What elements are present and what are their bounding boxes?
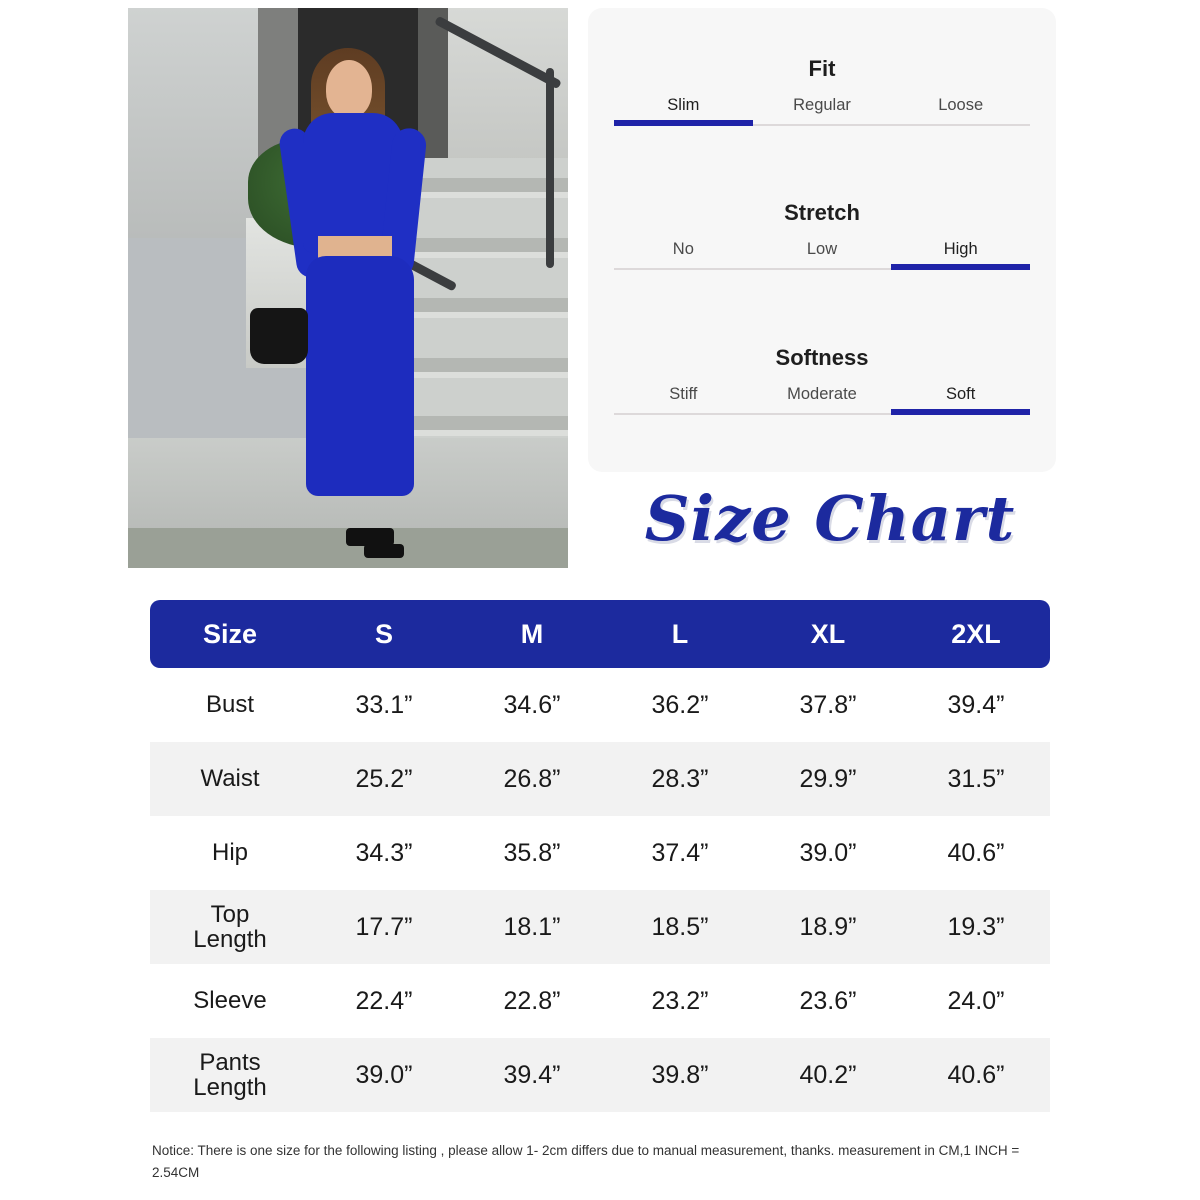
table-row — [150, 668, 1050, 742]
property-options — [614, 385, 1030, 415]
property-title: Fit — [808, 56, 836, 81]
cell-top-length-2xl: 19.3” — [902, 890, 1050, 964]
cell-sleeve-m: 22.8” — [503, 986, 561, 1015]
cell-pants-length-xl: 40.2” — [754, 1038, 902, 1112]
property-group-fit — [588, 56, 1056, 126]
property-option-soft[interactable]: Soft — [891, 385, 1030, 415]
cell-sleeve-xl: 23.6” — [799, 986, 857, 1015]
property-title: Stretch — [784, 200, 860, 225]
property-option-stiff[interactable]: Stiff — [614, 385, 753, 415]
cell-waist-s: 25.2” — [310, 742, 458, 816]
property-option-low[interactable]: Low — [753, 240, 892, 270]
cell-sleeve-2xl: 24.0” — [947, 986, 1005, 1015]
cell-waist-m: 26.8” — [458, 742, 606, 816]
column-header-l: L — [606, 600, 754, 668]
cell-bust-l: 36.2” — [651, 690, 709, 719]
table-header-row — [150, 600, 1050, 668]
cell-top-length-s: 17.7” — [310, 890, 458, 964]
cell-pants-length-m: 39.4” — [458, 1038, 606, 1112]
property-group-softness — [588, 345, 1056, 415]
table-row — [150, 742, 1050, 816]
property-option-loose[interactable]: Loose — [891, 96, 1030, 126]
row-label-top-length — [150, 890, 310, 964]
cell-top-length-m: 18.1” — [458, 890, 606, 964]
size-table-head — [150, 600, 1050, 668]
property-options — [614, 240, 1030, 270]
column-header-size: Size — [150, 600, 310, 668]
table-row — [150, 816, 1050, 890]
property-option-regular[interactable]: Regular — [753, 96, 892, 126]
cell-pants-length-2xl: 40.6” — [902, 1038, 1050, 1112]
cell-bust-2xl: 39.4” — [947, 690, 1005, 719]
cell-top-length-xl: 18.9” — [754, 890, 902, 964]
cell-pants-length-l: 39.8” — [606, 1038, 754, 1112]
cell-waist-l: 28.3” — [606, 742, 754, 816]
cell-bust-s: 33.1” — [355, 690, 413, 719]
cell-waist-2xl: 31.5” — [902, 742, 1050, 816]
column-header-m: M — [458, 600, 606, 668]
property-option-high[interactable]: High — [891, 240, 1030, 270]
row-label-bust: Bust — [205, 691, 255, 718]
size-table — [150, 600, 1050, 1112]
property-option-moderate[interactable]: Moderate — [753, 385, 892, 415]
cell-hip-s: 34.3” — [355, 838, 413, 867]
cell-top-length-l: 18.5” — [606, 890, 754, 964]
row-label-waist: Waist — [150, 742, 310, 816]
model-face — [326, 60, 372, 118]
handrail-post-2 — [546, 68, 554, 268]
column-header-xl: XL — [754, 600, 902, 668]
property-option-slim[interactable]: Slim — [614, 96, 753, 126]
column-header-2xl: 2XL — [902, 600, 1050, 668]
cell-bust-xl: 37.8” — [799, 690, 857, 719]
cell-sleeve-s: 22.4” — [355, 986, 413, 1015]
property-title: Softness — [775, 345, 869, 370]
property-option-no[interactable]: No — [614, 240, 753, 270]
product-photo — [128, 8, 568, 568]
size-table-wrapper — [150, 600, 1050, 1112]
property-group-stretch — [588, 200, 1056, 270]
photo-scene — [128, 8, 568, 568]
cell-bust-m: 34.6” — [503, 690, 561, 719]
wall-left — [128, 8, 258, 238]
row-label-hip: Hip — [211, 839, 248, 866]
row-label-pants-length — [150, 1038, 310, 1112]
table-row — [150, 1038, 1050, 1112]
model-pants — [306, 256, 414, 496]
page-title: Size Chart — [644, 482, 1016, 555]
cell-sleeve-l: 23.2” — [651, 986, 709, 1015]
cell-waist-xl: 29.9” — [754, 742, 902, 816]
row-label-line-1: Top — [210, 900, 250, 928]
cell-hip-xl: 39.0” — [799, 838, 857, 867]
row-label-line-2: Length — [193, 1074, 267, 1101]
cell-hip-l: 37.4” — [651, 838, 709, 867]
shoe-right — [364, 544, 404, 558]
property-options — [614, 96, 1030, 126]
measurement-notice: Notice: There is one size for the following listing , please allow 1- 2cm differs due to manual measurement, thanks. measurement in CM,1 INCH = 2.54CM — [152, 1143, 1020, 1180]
table-row — [150, 890, 1050, 964]
column-header-s: S — [310, 600, 458, 668]
table-row — [150, 964, 1050, 1038]
cell-pants-length-s: 39.0” — [310, 1038, 458, 1112]
row-label-line-2: Length — [193, 926, 267, 953]
size-table-body — [150, 668, 1050, 1112]
cell-hip-m: 35.8” — [503, 838, 561, 867]
row-label-line-1: Pants — [199, 1048, 261, 1076]
fabric-properties-card — [588, 8, 1056, 472]
row-label-sleeve: Sleeve — [193, 987, 267, 1014]
handbag — [250, 308, 308, 364]
cell-hip-2xl: 40.6” — [947, 838, 1005, 867]
